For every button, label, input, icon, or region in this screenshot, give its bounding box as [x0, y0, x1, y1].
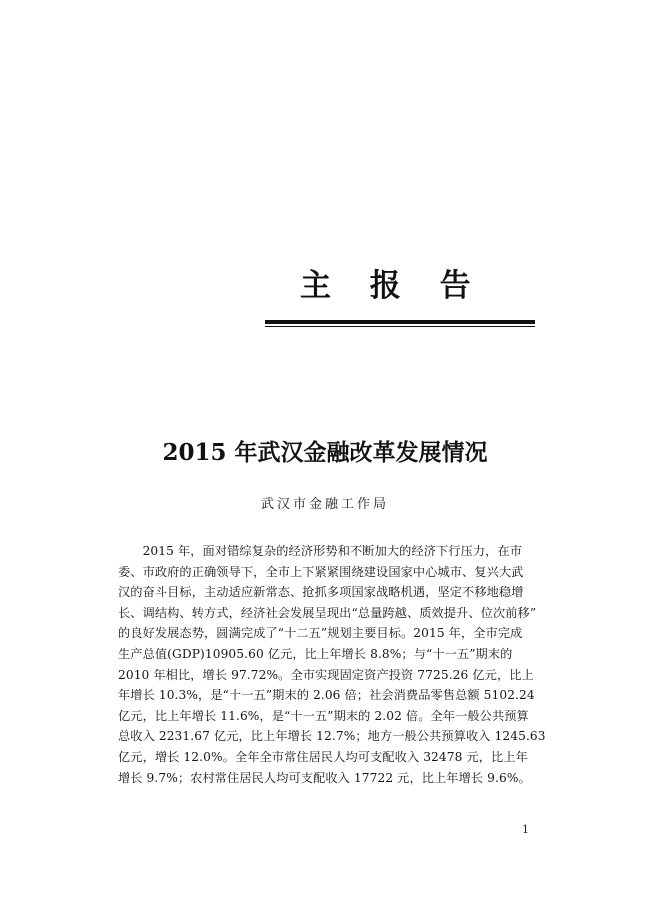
body-line: 2015 年，面对错综复杂的经济形势和不断加大的经济下行压力，在市 — [118, 544, 523, 558]
body-line: 总收入 2231.67 亿元，比上年增长 12.7%；地方一般公共预算收入 1245.63 — [118, 729, 546, 744]
body-line: 亿元，增长 12.0%。全年全市常住居民人均可支配收入 32478 元，比上年 — [118, 749, 528, 764]
section-heading: 主 报 告 — [300, 268, 485, 304]
article-body — [118, 541, 546, 788]
body-line: 汉的奋斗目标，主动适应新常态、抢抓多项国家战略机遇，坚定不移地稳增 — [118, 585, 524, 600]
article-author: 武汉市金融工作局 — [260, 497, 389, 512]
article-title: 2015 年武汉金融改革发展情况 — [162, 439, 488, 466]
body-line: 增长 9.7%；农村常住居民人均可支配收入 17722 元，比上年增长 9.6%。 — [118, 770, 531, 785]
body-line: 的良好发展态势，圆满完成了“十二五”规划主要目标。2015 年，全市完成 — [118, 626, 523, 641]
page-number: 1 — [522, 823, 529, 836]
body-line: 年增长 10.3%，是“十一五”期末的 2.06 倍；社会消费品零售总额 5102.24 — [118, 688, 535, 703]
body-line: 长、调结构、转方式，经济社会发展呈现出“总量跨越、质效提升、位次前移” — [118, 605, 537, 620]
heading-rule-thick — [265, 320, 535, 324]
body-line: 2010 年相比，增长 97.72%。全市实现固定资产投资 7725.26 亿元，比上 — [118, 667, 534, 682]
body-line: 亿元，比上年增长 11.6%，是“十一五”期末的 2.02 倍。全年一般公共预算 — [118, 708, 529, 723]
heading-rule-thin — [265, 326, 535, 327]
body-line: 生产总值(GDP)10905.60 亿元，比上年增长 8.8%；与“十一五”期末的 — [118, 646, 513, 661]
body-line: 委、市政府的正确领导下，全市上下紧紧围绕建设国家中心城市、复兴大武 — [118, 564, 524, 579]
